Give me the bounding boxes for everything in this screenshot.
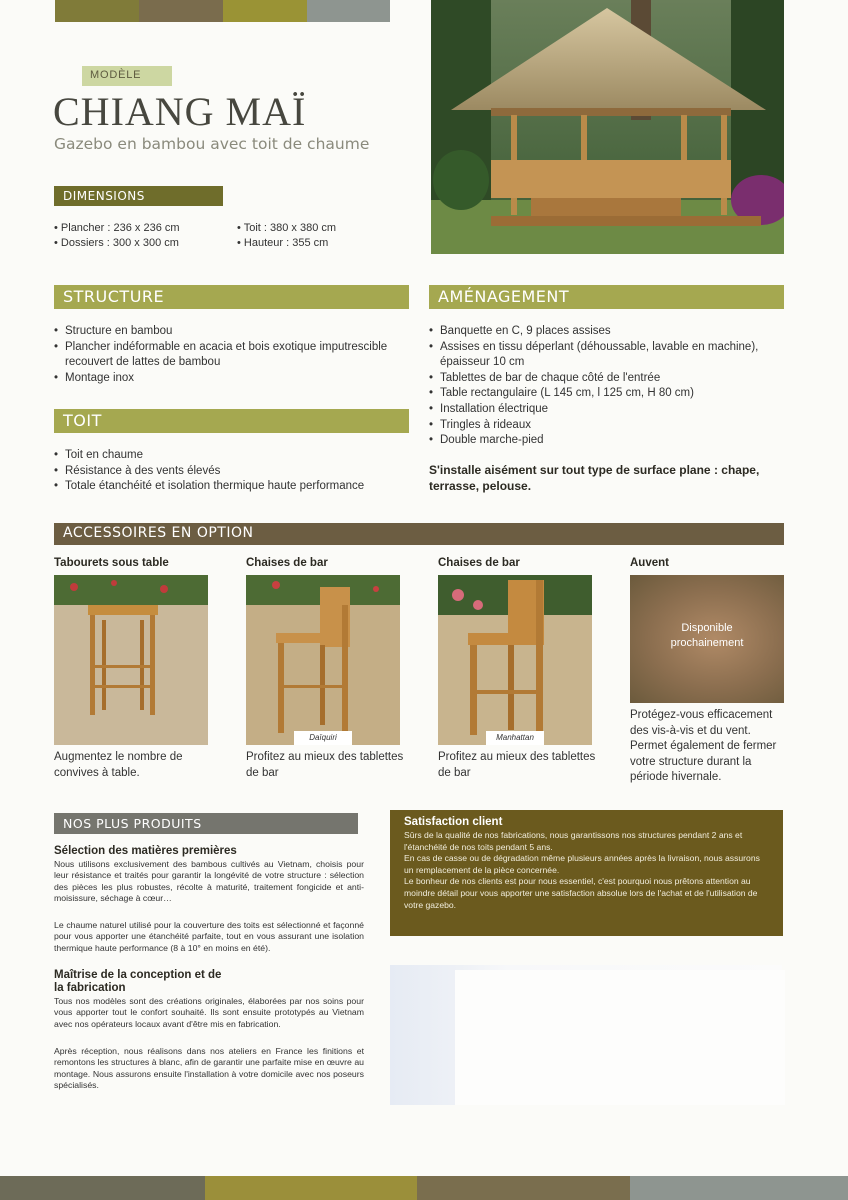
gazebo-photo <box>431 0 784 254</box>
amenagement-heading: AMÉNAGEMENT <box>429 285 784 309</box>
accessory-desc: Protégez-vous efficacement des vis-à-vis et du vent. Permet également de fermer votre structure durant la période hivernale. <box>630 709 777 783</box>
satisfaction-paragraph: Le bonheur de nos clients est pour nous essentiel, c'est pourquoi nous prêtons attention au moindre détail pour vous apporter une satisfaction absolue lors de l'achat et de l'utilisation de votre gazebo. <box>404 876 758 910</box>
coming-soon-label: Disponible prochainement <box>670 622 744 649</box>
plus-paragraph: Tous nos modèles sont des créations originales, élaborées par nos soins pour vous apporter tout le confort souhaité. Ils sont ensuite prototypés au Vietnam avec nos opérateurs locaux avant d'être mis en fabrication. <box>54 996 364 1029</box>
plus-paragraph: Le chaume naturel utilisé pour la couverture des toits est sélectionné et façonné pour vous apporter une étanchéité parfaite, tout en vous assurant une isolation thermique haute performance (8 à 10° en moins en été). <box>54 920 364 953</box>
plus-section-title: Maîtrise de la conception et de la fabrication <box>54 969 222 994</box>
model-tag: MODÈLE <box>82 66 172 86</box>
list-item: • Assises en tissu déperlant (déhoussable, lavable en machine), épaisseur 10 cm <box>429 340 774 371</box>
list-item: • Double marche-pied <box>429 433 774 449</box>
accessory-caption: Daïquiri <box>294 731 352 745</box>
structure-list <box>54 324 409 386</box>
list-item: • Table rectangulaire (L 145 cm, l 125 cm, H 80 cm) <box>429 386 774 402</box>
dimension-item: • Plancher : 236 x 236 cm <box>54 222 180 234</box>
accessory-title: Auvent <box>630 557 669 569</box>
structure-heading: STRUCTURE <box>54 285 409 309</box>
satisfaction-box <box>390 810 783 936</box>
page-title: CHIANG MAÏ <box>53 89 307 134</box>
stool-photo <box>54 575 208 745</box>
accessory-caption: Manhattan <box>486 731 544 745</box>
list-item: • Totale étanchéité et isolation thermique haute performance <box>54 479 409 495</box>
list-item: • Toit en chaume <box>54 448 409 464</box>
satisfaction-paragraph: Sûrs de la qualité de nos fabrications, nous garantissons nos structures pendant 2 ans et l'étanchéité de nos toits pendant 5 ans. <box>404 830 743 852</box>
list-item: • Plancher indéformable en acacia et bois exotique imputrescible recouvert de lattes de bambou <box>54 340 409 371</box>
list-item: • Banquette en C, 9 places assises <box>429 324 774 340</box>
dimensions-heading: DIMENSIONS <box>54 186 223 206</box>
list-item: • Installation électrique <box>429 402 774 418</box>
toit-heading: TOIT <box>54 409 409 433</box>
list-item: • Tablettes de bar de chaque côté de l'entrée <box>429 371 774 387</box>
accessory-title: Chaises de bar <box>438 557 520 569</box>
satisfaction-title: Satisfaction client <box>404 816 503 828</box>
dimensions-col-2 <box>237 221 336 251</box>
accessory-title: Tabourets sous table <box>54 557 169 569</box>
accessory-desc: Profitez au mieux des tablettes de bar <box>438 751 596 779</box>
accessoires-heading: ACCESSOIRES EN OPTION <box>54 523 784 545</box>
top-color-strip <box>55 0 390 22</box>
accessory-title: Chaises de bar <box>246 557 328 569</box>
dimension-item: • Hauteur : 355 cm <box>237 237 329 249</box>
plus-paragraph: Nous utilisons exclusivement des bambous cultivés au Vietnam, choisis pour leur résistance et traités pour garantir la longévité de votre structure : sélection des pièces les plus robustes, récolte à maturité, traitement fongicide et anti-moisissure, séchage à cœur… <box>54 859 364 904</box>
page-subtitle: Gazebo en bambou avec toit de chaume <box>54 135 370 153</box>
bar-chair-manhattan-photo <box>438 575 592 745</box>
accessory-desc: Augmentez le nombre de convives à table. <box>54 751 183 779</box>
bottom-color-strip <box>0 1176 848 1200</box>
dimension-item: • Dossiers : 300 x 300 cm <box>54 237 179 249</box>
dimensions-col-1 <box>54 221 180 251</box>
install-note: S'installe aisément sur tout type de surface plane : chape, terrasse, pelouse. <box>429 463 760 493</box>
list-item: • Structure en bambou <box>54 324 409 340</box>
amenagement-list <box>429 324 774 449</box>
white-sticker <box>455 970 785 1105</box>
list-item: • Montage inox <box>54 371 409 387</box>
plus-heading: NOS PLUS PRODUITS <box>54 813 358 834</box>
list-item: • Résistance à des vents élevés <box>54 464 409 480</box>
plus-paragraph: Après réception, nous réalisons dans nos ateliers en France les finitions et remontons les structures à blanc, afin de garantir une parfaite mise en œuvre au montage. Nous assurons ensuite l'installation à votre domicile avec nos poseurs spécialisés. <box>54 1046 364 1091</box>
accessory-desc: Profitez au mieux des tablettes de bar <box>246 751 404 779</box>
satisfaction-paragraph: En cas de casse ou de dégradation même plusieurs années après la livraison, nous assurons un remplacement de la pièce concernée. <box>404 853 760 875</box>
bar-chair-daiquiri-photo <box>246 575 400 745</box>
plus-section-title: Sélection des matières premières <box>54 845 237 857</box>
list-item: • Tringles à rideaux <box>429 418 774 434</box>
dimension-item: • Toit : 380 x 380 cm <box>237 222 337 234</box>
toit-list <box>54 448 409 495</box>
auvent-photo-placeholder <box>630 575 784 703</box>
